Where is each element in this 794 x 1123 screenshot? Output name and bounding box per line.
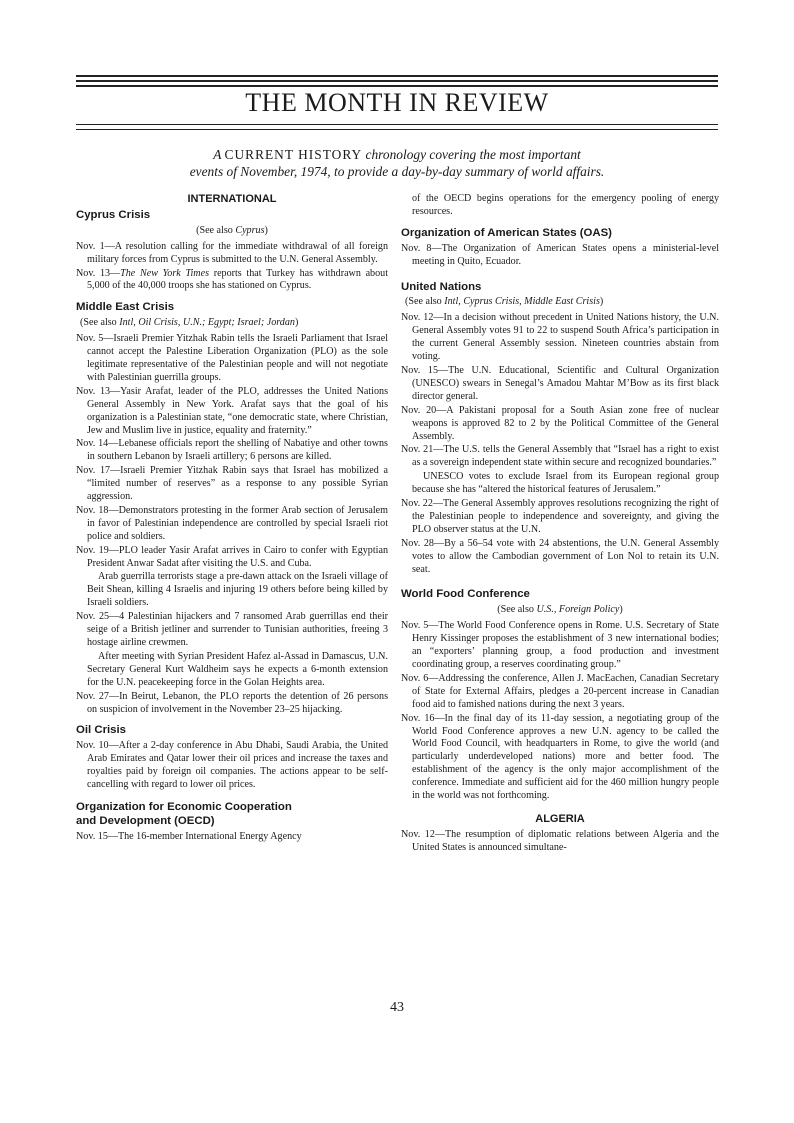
see-pre: (See also	[80, 317, 120, 329]
bottom-rule-1	[76, 124, 718, 125]
bottom-rule-2	[76, 129, 718, 130]
entry: Nov. 15—The U.N. Educational, Scientific and Cultural Organization (UNESCO) swears in Senegal’s Amadou Mahtar M’Bow as its first black director general.	[401, 364, 719, 402]
category-oecd-line-2: and Development (OECD)	[76, 814, 215, 827]
category-oecd	[76, 800, 388, 828]
entry: Nov. 1—A resolution calling for the immediate withdrawal of all foreign military forces from Cyprus is submitted to the U.N. General Assembly.	[76, 240, 388, 265]
see-post: )	[599, 296, 604, 308]
see-post: )	[619, 604, 623, 616]
see-also-un	[401, 296, 719, 309]
see-ref: Cyprus	[235, 224, 265, 236]
left-column	[76, 193, 388, 845]
entry: Nov. 17—Israeli Premier Yitzhak Rabin says that Israel has mobilized a “limited number of reserves” as a response to any possible Syrian aggression.	[76, 465, 388, 503]
section-heading-international: INTERNATIONAL	[187, 193, 277, 205]
entry: Nov. 14—Lebanese officials report the shelling of Nabatiye and other towns in southern Lebanon by Israeli artillery; 6 persons are killed.	[76, 438, 388, 463]
entry: Nov. 13—Yasir Arafat, leader of the PLO, addresses the United Nations General Assembly in New York. Arafat says that the goal of his organization is a Palestinian state, “one democratic state, where Christian, Jew and Muslim live in justice, equality and fraternity.”	[76, 385, 388, 436]
subtitle-line-1	[120, 146, 674, 163]
entry: Nov. 22—The General Assembly approves resolutions recognizing the right of the Palestinian people to independence and sovereignty, and giving the PLO observer status at the U.N.	[401, 498, 719, 535]
page-number: 43	[390, 1000, 404, 1015]
entry: Nov. 6—Addressing the conference, Allen J. MacEachen, Canadian Secretary of State for External Affairs, pledges a 20-percent increase in Canadian food aid to famished nations during the next 3 years.	[401, 672, 719, 710]
entry-text: reports that Turkey has withdrawn about 5,000 of the 40,000 troops she has stationed on Cyprus.	[87, 267, 389, 292]
entry-publication: The New York Times	[120, 267, 210, 279]
category-united-nations: United Nations	[401, 280, 482, 293]
top-rule-3	[76, 85, 718, 87]
category-oas: Organization of American States (OAS)	[401, 226, 612, 239]
entry: Nov. 8—The Organization of American States opens a ministerial-level meeting in Quito, Ecuador.	[401, 242, 719, 267]
category-cyprus-crisis: Cyprus Crisis	[76, 208, 151, 221]
see-pre: (See also	[497, 604, 537, 616]
category-middle-east-crisis: Middle East Crisis	[76, 301, 175, 314]
category-oecd-line-1: Organization for Economic Cooperation	[76, 800, 292, 813]
category-oil-crisis: Oil Crisis	[76, 724, 127, 737]
entry: Nov. 5—Israeli Premier Yitzhak Rabin tells the Israeli Parliament that Israel cannot accept the Palestine Liberation Organization (PLO) as the sole legitimate representative of the Palestinian people and will not negotiate with Palestinian guerrilla groups.	[76, 333, 388, 383]
entry: Nov. 15—The 16-member International Energy Agency	[76, 830, 302, 842]
entry: Nov. 18—Demonstrators protesting in the former Arab section of Jerusalem in favor of Palestinian independence are controlled by special Israeli riot police and soldiers.	[76, 504, 388, 542]
top-rule-1	[76, 75, 718, 77]
section-heading-algeria: ALGERIA	[535, 812, 585, 825]
see-pre: (See also	[405, 296, 445, 308]
see-also-middle-east	[76, 317, 388, 330]
see-also-wfc	[401, 604, 719, 617]
entry: Nov. 28—By a 56–54 vote with 24 abstentions, the U.N. General Assembly votes to allow the Cambodian government of Lon Nol to retain its U.N. seat.	[401, 537, 719, 575]
see-post: )	[264, 224, 268, 236]
subtitle-magazine-name: CURRENT HISTORY	[224, 147, 363, 162]
entry: Nov. 25—4 Palestinian hijackers and 7 ransomed Arab guerrillas end their seige of a British jetliner and surrender to Tunisian authorities, freeing 3 hostage airline crewmen.	[76, 611, 388, 648]
entry-paragraph: After meeting with Syrian President Hafez al-Assad in Damascus, U.N. Secretary General Kurt Waldheim says he expects a 6-month extension for the U.N. peacekeeping force in the Golan Heights area.	[87, 650, 388, 688]
see-also-cyprus	[76, 225, 388, 238]
top-rule-2	[76, 80, 718, 82]
entry: Nov. 12—In a decision without precedent in United Nations history, the U.N. General Assembly votes 91 to 22 to suspend South Africa’s participation in the current General Assembly session. Nineteen countries abstain from voting.	[401, 312, 719, 363]
see-ref: Intl, Oil Crisis, U.N.; Egypt; Israel; Jordan	[119, 317, 295, 329]
subtitle-line-2: events of November, 1974, to provide a day-by-day summary of world affairs.	[189, 164, 605, 179]
entry-date: Nov. 13—	[76, 267, 121, 279]
entry: Nov. 21—The U.S. tells the General Assembly that “Israel has a right to exist as a sovereign independent state within secure and recognized boundaries.”	[401, 444, 719, 469]
subtitle-pre: A	[213, 147, 225, 162]
entry: Nov. 27—In Beirut, Lebanon, the PLO reports the detention of 26 persons on suspicion of involvement in the November 23–25 hijacking.	[76, 690, 388, 715]
subtitle	[120, 146, 674, 180]
category-world-food-conference: World Food Conference	[401, 588, 530, 601]
see-ref: U.S., Foreign Policy	[536, 604, 620, 616]
see-ref: Intl, Cyprus Crisis, Middle East Crisis	[444, 296, 600, 308]
entry-paragraph: Arab guerrilla terrorists stage a pre-dawn attack on the Israeli village of Beit Shean, killing 4 Israelis and injuring 19 others before being killed by Israeli soldiers.	[87, 571, 388, 609]
subtitle-post: chronology covering the most important	[362, 147, 581, 162]
entry: Nov. 20—A Pakistani proposal for a South Asian zone free of nuclear weapons is approved 82 to 2 by the Political Committee of the General Assembly.	[401, 404, 719, 442]
entry-continuation: of the OECD begins operations for the emergency pooling of energy resources.	[412, 193, 719, 217]
masthead-title: THE MONTH IN REVIEW	[245, 88, 549, 117]
entry: Nov. 19—PLO leader Yasir Arafat arrives in Cairo to confer with Egyptian President Anwar Sadat after visiting the U.S. and Cuba.	[76, 544, 388, 569]
entry: Nov. 5—The World Food Conference opens in Rome. U.S. Secretary of State Henry Kissinger proposes the establishment of 3 new international bodies; an “exporters’ planning group, a food production and investment coordinating group, a reserves coordinating group.”	[401, 620, 719, 670]
right-column	[401, 193, 719, 856]
entry: Nov. 10—After a 2-day conference in Abu Dhabi, Saudi Arabia, the United Arab Emirates and Qatar lower their oil prices and increase the taxes and royalties paid by foreign oil companies. The actions appear to be self-cancelling with regard to lower oil prices.	[76, 740, 388, 791]
entry-paragraph: UNESCO votes to exclude Israel from its European regional group because she has “altered the historical features of Jerusalem.”	[412, 471, 719, 496]
see-pre: (See also	[196, 224, 236, 236]
entry: Nov. 12—The resumption of diplomatic relations between Algeria and the United States is announced simultane-	[401, 828, 719, 853]
entry	[76, 268, 388, 294]
see-post: )	[294, 317, 299, 329]
entry: Nov. 16—In the final day of its 11-day session, a negotiating group of the World Food Conference approves a new U.N. agency to be called the World Food Council, with headquarters in Rome, to give the world (and particularly underdeveloped nations) more and better food. The establishment of the agency is the only major accomplishment of the conference. Immediate and sufficient aid for the 460 million hungry people in the world was not forthcoming.	[401, 712, 719, 802]
